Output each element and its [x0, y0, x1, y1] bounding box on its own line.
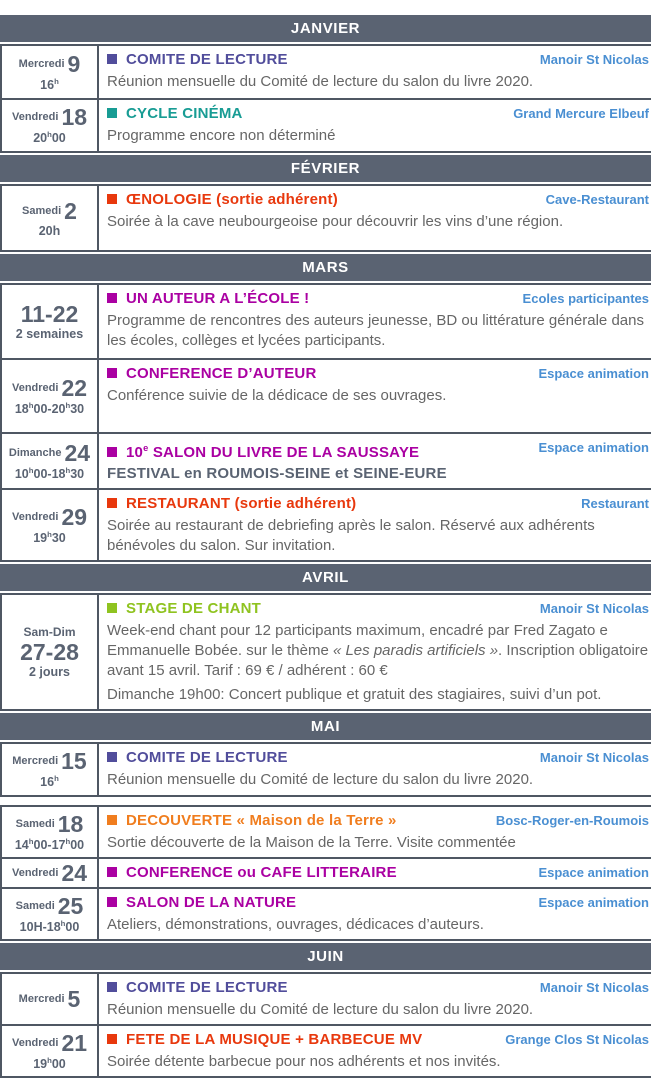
- bullet-square-icon: [107, 867, 117, 877]
- date-time: 19$^h$00: [33, 1055, 66, 1072]
- bullet-square-icon: [107, 368, 117, 378]
- event-description: Ateliers, démonstrations, ouvrages, dédicaces d’auteurs.: [107, 916, 484, 933]
- event-location: Manoir St Nicolas: [539, 52, 649, 67]
- event-content: [99, 285, 651, 358]
- event-title: ŒNOLOGIE (sortie adhérent): [107, 190, 338, 210]
- event-calendar: [0, 15, 651, 1078]
- event-description: Conférence suivie de la dédicace de ses ouvrages.: [107, 387, 447, 404]
- event-title: 10e SALON DU LIVRE DE LA SAUSSAYE: [107, 438, 419, 463]
- date-weekday: Vendredi: [11, 510, 59, 523]
- event-title: COMITE DE LECTURE: [107, 50, 288, 70]
- bullet-square-icon: [107, 293, 117, 303]
- event-content: [99, 186, 651, 250]
- event-date: [2, 595, 99, 709]
- date-weekday: Vendredi: [11, 381, 59, 394]
- date-time: 16$^h$: [40, 76, 59, 93]
- event-subtitle: FESTIVAL en ROUMOIS-SEINE et SEINE-EURE: [107, 465, 447, 482]
- event-content: [99, 595, 651, 709]
- event-content: [99, 744, 651, 795]
- date-duration: 2 jours: [29, 665, 70, 679]
- event-content: [99, 1026, 651, 1076]
- event-location: Bosc-Roger-en-Roumois: [495, 813, 649, 828]
- event-title: COMITE DE LECTURE: [107, 978, 288, 998]
- event-date: [2, 100, 99, 151]
- event-description: Réunion mensuelle du Comité de lecture du salon du livre 2020.: [107, 1001, 534, 1018]
- event-title: RESTAURANT (sortie adhérent): [107, 494, 356, 514]
- month-header-mai: MAI: [0, 713, 651, 740]
- event-description: Réunion mensuelle du Comité de lecture du salon du livre 2020.: [107, 73, 534, 90]
- event-title: CONFERENCE ou CAFE LITTERAIRE: [107, 863, 397, 883]
- date-number: 24: [61, 860, 88, 886]
- event-location: Manoir St Nicolas: [539, 750, 649, 765]
- date-time: 19$^h$30: [33, 529, 66, 546]
- section-gap: [0, 797, 651, 805]
- date-number: 9: [67, 50, 81, 77]
- event-date: [2, 285, 99, 358]
- bullet-square-icon: [107, 603, 117, 613]
- bullet-square-icon: [107, 108, 117, 118]
- event-description: Soirée à la cave neubourgeoise pour découvrir les vins d’une région.: [107, 213, 564, 230]
- date-number: 18: [61, 104, 88, 131]
- date-weekday: Samedi: [15, 817, 55, 830]
- date-time: 14$^h$00-17$^h$00: [14, 836, 85, 853]
- event-row: [0, 283, 651, 358]
- event-date: [2, 490, 99, 560]
- date-weekday: Dimanche: [8, 446, 62, 459]
- date-number: 15: [61, 748, 87, 775]
- event-title: CONFERENCE D’AUTEUR: [107, 364, 316, 384]
- event-location: Espace animation: [538, 366, 649, 381]
- event-row: [0, 98, 651, 153]
- event-date: [2, 974, 99, 1024]
- bullet-square-icon: [107, 815, 117, 825]
- event-row: [0, 488, 651, 562]
- date-time: 20$^h$00: [33, 130, 66, 146]
- date-weekday: Samedi: [22, 204, 62, 217]
- event-content: [99, 360, 651, 432]
- event-title: UN AUTEUR A L’ÉCOLE !: [107, 289, 309, 309]
- event-location: Grand Mercure Elbeuf: [513, 106, 649, 121]
- date-weekday: Mercredi: [12, 755, 59, 768]
- event-content: [99, 46, 651, 98]
- event-date: [2, 434, 99, 488]
- bullet-square-icon: [107, 1034, 117, 1044]
- event-row: [0, 358, 651, 432]
- event-date: [2, 186, 99, 250]
- date-number: 5: [67, 986, 81, 1012]
- bullet-square-icon: [107, 498, 117, 508]
- event-content: [99, 974, 651, 1024]
- event-date: [2, 889, 99, 939]
- date-duration: 2 semaines: [15, 327, 84, 341]
- event-title: CYCLE CINÉMA: [107, 104, 243, 124]
- bullet-square-icon: [107, 194, 117, 204]
- event-date: [2, 360, 99, 432]
- event-row: [0, 972, 651, 1024]
- date-number: 18: [57, 810, 84, 837]
- date-number: 11-22: [20, 301, 79, 327]
- date-number: 22: [61, 374, 88, 401]
- event-row: [0, 887, 651, 941]
- date-weekday: Samedi: [15, 899, 55, 912]
- month-header-mars: MARS: [0, 254, 651, 281]
- event-row: [0, 432, 651, 488]
- date-weekday: Vendredi: [11, 111, 59, 124]
- date-time: 20h: [38, 223, 61, 238]
- event-title: COMITE DE LECTURE: [107, 748, 288, 768]
- event-description: Soirée détente barbecue pour nos adhérents et nos invités.: [107, 1053, 501, 1070]
- month-header-avril: AVRIL: [0, 564, 651, 591]
- event-title: DECOUVERTE « Maison de la Terre »: [107, 811, 397, 831]
- event-content: [99, 490, 651, 560]
- event-row: [0, 857, 651, 887]
- event-content: [99, 859, 651, 887]
- event-date: [2, 1026, 99, 1076]
- date-weekday: Mercredi: [18, 57, 65, 70]
- event-date: [2, 859, 99, 887]
- date-number: 24: [64, 439, 91, 466]
- date-number: 29: [61, 503, 88, 530]
- date-number: 21: [61, 1029, 88, 1056]
- month-header-fevrier: FÉVRIER: [0, 155, 651, 182]
- event-content: [99, 807, 651, 857]
- date-time: 16$^h$: [40, 774, 59, 790]
- date-days: Sam-Dim: [23, 625, 76, 639]
- event-description: Programme de rencontres des auteurs jeunesse, BD ou littérature générale dans les écoles, collèges et lycées participants.: [107, 312, 644, 349]
- event-location: Espace animation: [538, 440, 649, 455]
- event-content: [99, 100, 651, 151]
- event-description: Programme encore non déterminé: [107, 127, 336, 144]
- month-header-janvier: JANVIER: [0, 15, 651, 42]
- event-location: Grange Clos St Nicolas: [505, 1032, 649, 1047]
- bullet-square-icon: [107, 447, 117, 457]
- date-time: 10$^h$00-18$^h$30: [14, 465, 85, 482]
- event-row: [0, 184, 651, 252]
- event-date: [2, 46, 99, 98]
- date-weekday: Mercredi: [18, 993, 65, 1005]
- event-content: [99, 434, 651, 488]
- event-location: Cave-Restaurant: [545, 192, 649, 207]
- event-location: Ecoles participantes: [522, 291, 649, 306]
- event-row: [0, 742, 651, 797]
- event-location: Espace animation: [538, 895, 649, 910]
- date-time: 18$^h$00-20$^h$30: [14, 400, 85, 417]
- event-row: [0, 44, 651, 98]
- event-description: Réunion mensuelle du Comité de lecture du salon du livre 2020.: [107, 771, 534, 788]
- event-location: Espace animation: [538, 865, 649, 880]
- event-row: [0, 593, 651, 711]
- event-location: Manoir St Nicolas: [539, 601, 649, 616]
- event-location: Manoir St Nicolas: [539, 980, 649, 995]
- date-number: 2: [64, 197, 77, 224]
- month-header-juin: JUIN: [0, 943, 651, 970]
- event-description-2: Dimanche 19h00: Concert publique et gratuit des stagiaires, suivi d’un pot.: [107, 686, 602, 703]
- date-weekday: Vendredi: [11, 1036, 59, 1049]
- event-date: [2, 807, 99, 857]
- event-title: SALON DE LA NATURE: [107, 893, 296, 913]
- event-content: [99, 889, 651, 939]
- date-weekday: Vendredi: [11, 867, 59, 879]
- event-location: Restaurant: [581, 496, 649, 511]
- date-number: 25: [57, 892, 84, 919]
- event-description: Soirée au restaurant de debriefing après le salon. Réservé aux adhérents bénévoles du salon. Sur invitation.: [107, 517, 595, 554]
- bullet-square-icon: [107, 897, 117, 907]
- event-title: STAGE DE CHANT: [107, 599, 261, 619]
- bullet-square-icon: [107, 752, 117, 762]
- event-date: [2, 744, 99, 795]
- event-row: [0, 1024, 651, 1078]
- event-title: FETE DE LA MUSIQUE + BARBECUE MV: [107, 1030, 422, 1050]
- date-time: 10H-18$^h$00: [19, 918, 80, 935]
- date-number: 27-28: [20, 639, 79, 665]
- event-description: Week-end chant pour 12 participants maximum, encadré par Fred Zagato e Emmanuelle Bobée. sur le thème « Les paradis artificiels ». Inscription obligatoire avant 15 avril. Tarif : 69 € / adhérent : 60 €: [107, 622, 649, 679]
- bullet-square-icon: [107, 54, 117, 64]
- bullet-square-icon: [107, 982, 117, 992]
- event-row: [0, 805, 651, 857]
- event-description: Sortie découverte de la Maison de la Terre. Visite commentée: [107, 834, 516, 851]
